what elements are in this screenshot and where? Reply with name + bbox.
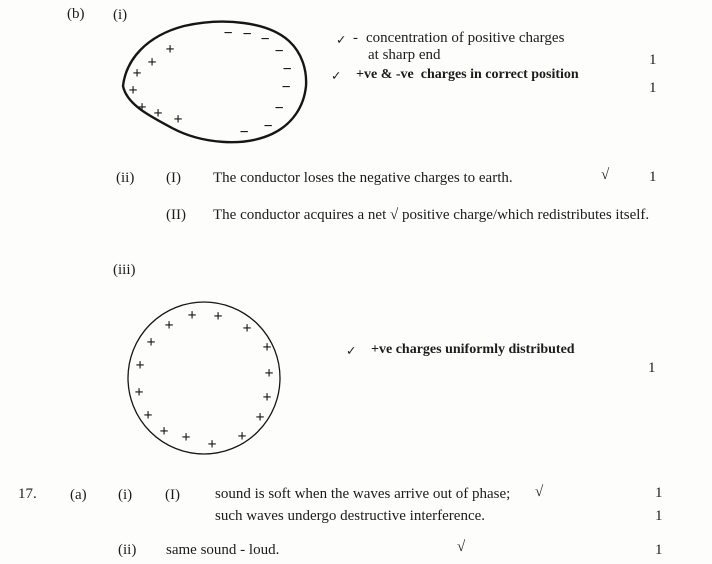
part-b-iii-label: (iii) [113, 262, 136, 278]
note1-dash: - [353, 30, 358, 46]
part-b-ii-label: (ii) [116, 170, 135, 186]
part-a-i-label: (i) [118, 487, 133, 503]
radical-tick-icon: √ [601, 167, 610, 183]
charge-symbol: − [260, 31, 270, 48]
radical-tick-icon: √ [535, 484, 544, 500]
charge-symbol: − [281, 79, 291, 96]
part-a-label: (a) [70, 487, 87, 503]
checkmark-icon: ✓ [336, 32, 347, 47]
charge-symbol: + [146, 334, 156, 351]
charge-symbol: + [147, 54, 157, 71]
charge-symbol: + [164, 317, 174, 334]
circle-conductor-outline [128, 302, 280, 454]
answer-text: same sound - loud. [166, 542, 280, 558]
charge-symbol: − [239, 124, 249, 141]
part-a-ii-label: (ii) [118, 542, 137, 558]
charge-symbol: + [135, 357, 145, 374]
answer-text: sound is soft when the waves arrive out of phase; [215, 486, 511, 502]
part-b-ii-I-label: (I) [166, 170, 181, 186]
charge-symbol: + [165, 41, 175, 58]
charge-symbol: + [255, 409, 265, 426]
charge-symbol: + [137, 99, 147, 116]
mark-value: 1 [649, 52, 657, 68]
part-b-ii-II-label: (II) [166, 207, 186, 223]
charge-symbol: − [274, 43, 284, 60]
question-number: 17. [18, 486, 37, 502]
charge-symbol: + [153, 105, 163, 122]
circle-conductor-diagram [125, 300, 287, 460]
answer-text: such waves undergo destructive interference. [215, 508, 486, 524]
charge-symbol: + [264, 365, 274, 382]
charge-symbol: + [237, 428, 247, 445]
part-b-label: (b) [67, 6, 85, 22]
part-b-i-label: (i) [113, 7, 128, 23]
charge-symbol: − [263, 118, 273, 135]
charge-symbol: − [282, 61, 292, 78]
mark-value: 1 [649, 169, 657, 185]
charge-symbol: + [132, 65, 142, 82]
charge-symbol: + [262, 339, 272, 356]
note1-line1: concentration of positive charges [366, 30, 565, 46]
charge-symbol: + [207, 436, 217, 453]
note2-text: +ve & -ve charges in correct position [356, 67, 579, 82]
charge-symbol: + [181, 429, 191, 446]
part-a-i-I-label: (I) [165, 487, 180, 503]
mark-value: 1 [648, 360, 656, 376]
answer-text: The conductor loses the negative charges to earth. [213, 170, 513, 186]
checkmark-icon: ✓ [331, 68, 342, 83]
note1-line2: at sharp end [368, 47, 441, 63]
mark-value: 1 [655, 485, 663, 501]
charge-symbol: + [143, 407, 153, 424]
mark-value: 1 [655, 542, 663, 558]
mark-value: 1 [655, 508, 663, 524]
charge-symbol: − [242, 26, 252, 43]
pear-conductor-outline [123, 22, 306, 142]
checkmark-icon: ✓ [346, 343, 357, 358]
note3-text: +ve charges uniformly distributed [371, 342, 575, 357]
charge-symbol: + [242, 320, 252, 337]
charge-symbol: − [223, 25, 233, 42]
answer-text: The conductor acquires a net √ positive charge/which redistributes itself. [213, 207, 650, 223]
charge-symbol: + [128, 82, 138, 99]
circle-positive-charges [134, 307, 273, 453]
pear-negative-charges [223, 25, 291, 141]
charge-symbol: + [262, 389, 272, 406]
pear-conductor-diagram [118, 14, 312, 156]
radical-tick-icon: √ [457, 539, 466, 555]
charge-symbol: + [187, 307, 197, 324]
charge-symbol: + [134, 384, 144, 401]
charge-symbol: − [274, 100, 284, 117]
charge-symbol: + [173, 111, 183, 128]
charge-symbol: + [159, 423, 169, 440]
charge-symbol: + [213, 308, 223, 325]
mark-value: 1 [649, 80, 657, 96]
